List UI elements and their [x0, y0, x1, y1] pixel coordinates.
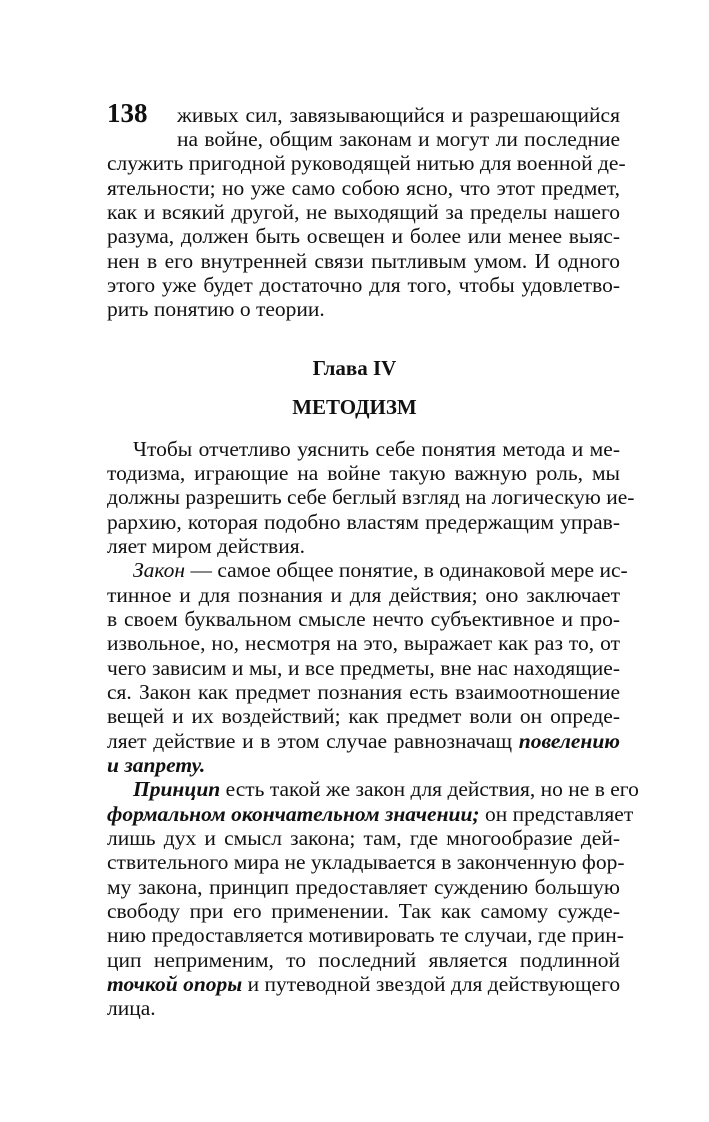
text-line: цип неприменим, то последний является подлинной	[107, 948, 620, 972]
text-line: свободу при его применении. Так как самому сужде-	[107, 899, 620, 923]
text-line: служить пригодной руководящей нитью для военной де-	[107, 151, 626, 175]
page-number: 138	[107, 98, 148, 128]
text-line: ляет действие и в этом случае равнозначащ повелению	[107, 729, 620, 753]
text-line: вещей и их воздействий; как предмет воли он опреде-	[107, 704, 620, 728]
chapter-title: МЕТОДИЗМ	[292, 395, 417, 419]
text-line: точкой опоры и путеводной звездой для действующего	[107, 972, 621, 996]
text-line: Принцип есть такой же закон для действия, но не в его	[133, 777, 639, 801]
term-bold-italic: повелению	[518, 729, 620, 753]
text-line: ляет миром действия.	[107, 534, 305, 558]
text-line: на войне, общим законам и могут ли последние	[177, 127, 620, 151]
term-bold-italic: Принцип	[133, 777, 221, 801]
text-line: разума, должен быть освещен и более или менее выяс-	[107, 224, 620, 248]
text-line: лишь дух и смысл закона; там, где многообразие дей-	[107, 826, 620, 850]
text-line: в своем буквальном смысле нечто субъективное и про-	[107, 607, 620, 631]
chapter-label: Глава IV	[312, 356, 397, 380]
text-line: Чтобы отчетливо уяснить себе понятия метода и ме-	[133, 437, 620, 461]
text-line	[107, 753, 620, 777]
text-line: Закон — самое общее понятие, в одинаковой мере ис-	[133, 558, 628, 582]
text-line: ся. Закон как предмет познания есть взаимоотношение	[107, 680, 620, 704]
text-line: рить понятию о теории.	[107, 297, 325, 321]
term-italic: Закон	[133, 558, 186, 582]
text-line: ятельности; но уже само собою ясно, что этот предмет,	[107, 176, 620, 200]
text-line: нию предоставляется мотивировать те случаи, где прин-	[107, 923, 624, 947]
text-line: тодизма, играющие на войне такую важную роль, мы	[107, 461, 620, 485]
text-line: ствительного мира не укладывается в законченную фор-	[107, 850, 625, 874]
term-bold-italic: точкой опоры	[107, 972, 243, 996]
text-line: живых сил, завязывающийся и разрешающийся	[177, 103, 620, 127]
text-line: чего зависим и мы, и все предметы, вне нас находящие-	[107, 656, 620, 680]
text-line: нен в его внутренней связи пытливым умом. И одного	[107, 249, 620, 273]
term-bold-italic: и запрету.	[107, 753, 206, 777]
text-line: му закона, принцип предоставляет суждению большую	[107, 875, 620, 899]
text-line: должны разрешить себе беглый взгляд на логическую ие-	[107, 485, 635, 509]
text-line: рархию, которая подобно властям предержащим управ-	[107, 510, 620, 534]
term-bold-italic: формальном окончательном значении;	[107, 802, 480, 826]
text-line: тинное и для познания и для действия; оно заключает	[107, 583, 620, 607]
text-line: этого уже будет достаточно для того, чтобы удовлетво-	[107, 273, 620, 297]
text-line: формальном окончательном значении; он представляет	[107, 802, 634, 826]
text-line: как и всякий другой, не выходящий за пределы нашего	[107, 200, 620, 224]
text-line: лица.	[107, 996, 156, 1020]
text-line: извольное, но, несмотря на это, выражает как раз то, от	[107, 631, 620, 655]
